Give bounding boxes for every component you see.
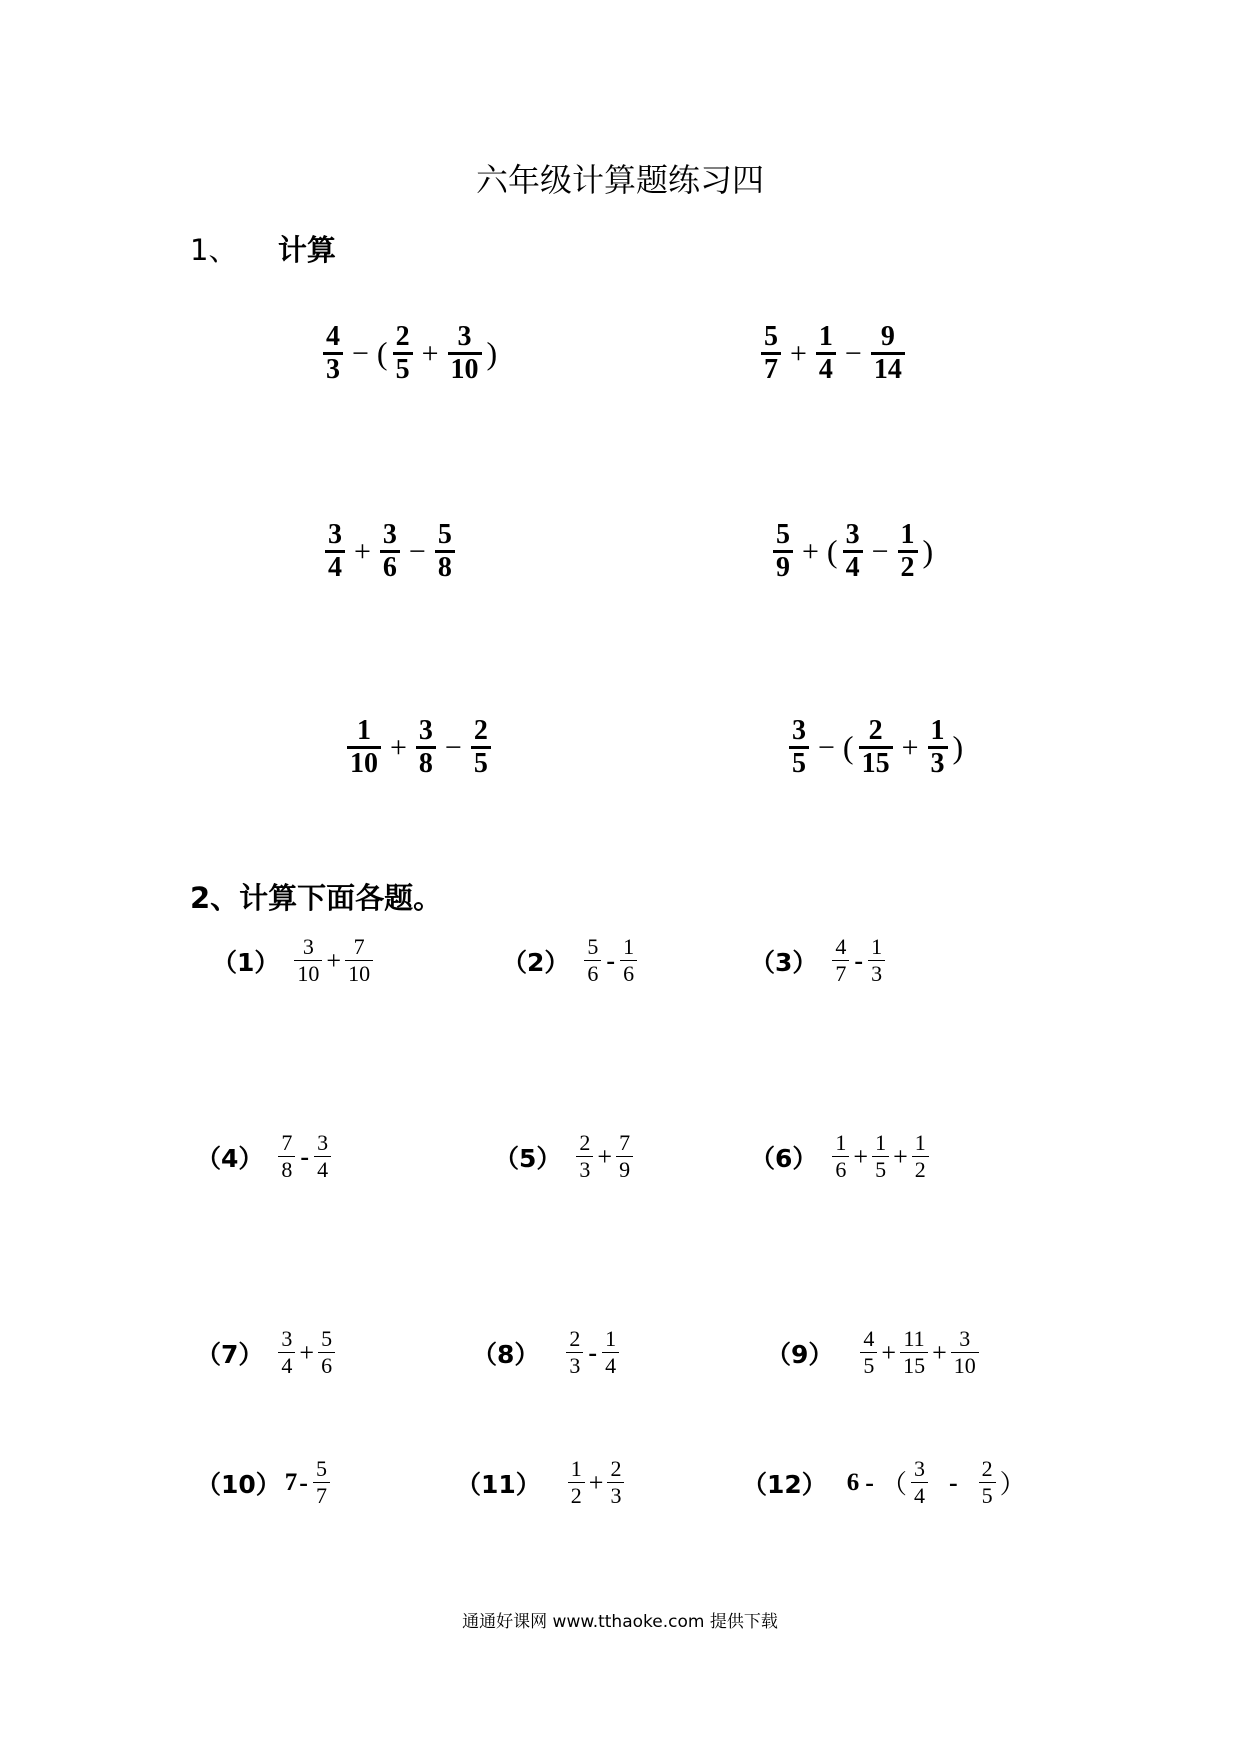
numerator: 5 [321,1326,333,1351]
numerator: 9 [880,321,895,352]
paren: ( [842,729,854,765]
fraction [912,1130,929,1183]
denominator: 3 [326,354,340,385]
denominator: 4 [328,552,342,583]
operator: - [300,1141,310,1171]
denominator: 3 [871,961,883,986]
fraction [616,1130,633,1183]
numerator: 1 [871,934,883,959]
fraction [576,1130,593,1183]
section-1-label: 计算 [277,233,336,267]
fraction [347,716,381,779]
fraction [278,1130,295,1183]
denominator: 4 [818,354,833,385]
numerator: 1 [357,715,371,746]
denominator: 6 [835,1157,847,1182]
denominator: 9 [776,552,790,583]
fraction [435,520,455,583]
denominator: 6 [382,552,397,583]
operator: + [881,1337,897,1367]
denominator: 7 [764,354,778,385]
fraction [323,322,343,385]
numerator: 7 [281,1130,293,1155]
operator: − [818,730,835,764]
fraction [568,1456,585,1509]
operator: + [299,1337,315,1367]
fraction [832,934,849,987]
numerator: 2 [610,1456,622,1481]
fraction [393,322,413,385]
whole-number: 6 [846,1468,860,1496]
numerator: 3 [317,1130,329,1155]
fraction [859,716,893,779]
numerator: 2 [579,1130,591,1155]
problem-2-11 [456,1456,627,1509]
denominator: 6 [587,961,599,986]
denominator: 8 [418,748,433,779]
numerator: 5 [776,519,790,550]
denominator: 5 [395,354,410,385]
fraction [584,934,601,987]
fraction [607,1456,624,1509]
problem-label: （8） [472,1339,540,1369]
numerator: 1 [570,1456,582,1481]
operator: - [948,1467,958,1497]
numerator: 2 [868,715,883,746]
problem-label: （12） [742,1469,827,1499]
fraction [979,1456,996,1509]
denominator: 10 [350,748,378,779]
problem-label: （5） [494,1143,562,1173]
fraction [278,1326,295,1379]
problem-2-10 [196,1456,333,1509]
problem-1-5 [344,716,494,779]
numerator: 1 [914,1130,926,1155]
problem-2-9 [766,1326,982,1379]
section-1-heading [190,232,336,268]
operator: + [326,945,342,975]
section-1-number: 1、 [190,233,238,267]
operator: − [444,730,462,764]
fraction [900,1326,928,1379]
numerator: 2 [981,1456,993,1481]
operator: + [802,534,819,568]
problem-2-4 [196,1130,334,1183]
fraction [602,1326,619,1379]
numerator: 5 [315,1456,327,1481]
operator: + [421,336,439,370]
denominator: 4 [605,1353,617,1378]
whole-number: 7 [284,1468,298,1496]
denominator: 7 [315,1483,327,1508]
problem-2-5 [494,1130,636,1183]
problem-2-3 [750,934,888,987]
numerator: 3 [281,1326,293,1351]
fraction [860,1326,877,1379]
denominator: 10 [450,354,479,385]
fraction [843,520,863,583]
problem-2-8 [472,1326,622,1379]
numerator: 7 [353,934,365,959]
problem-1-6 [786,716,965,779]
denominator: 8 [437,552,452,583]
fraction [951,1326,979,1379]
denominator: 4 [913,1483,925,1508]
fraction [318,1326,335,1379]
paren: ) [952,729,964,765]
denominator: 10 [953,1353,976,1378]
problem-label: （6） [750,1143,818,1173]
fraction [868,934,885,987]
numerator: 2 [473,715,488,746]
problem-1-2 [758,322,908,385]
problem-label: （11） [456,1469,541,1499]
problem-1-3 [322,520,458,583]
denominator: 10 [348,961,371,986]
numerator: 3 [328,519,342,550]
operator: + [901,730,919,764]
denominator: 9 [619,1157,631,1182]
paren: （ [880,1470,907,1499]
numerator: 3 [792,715,806,746]
operator: - [588,1337,598,1367]
paren: ) [486,335,498,371]
denominator: 5 [473,748,488,779]
numerator: 1 [818,321,833,352]
numerator: 5 [437,519,452,550]
denominator: 6 [321,1353,333,1378]
numerator: 5 [587,934,599,959]
operator: - [854,945,864,975]
paren: ） [999,1470,1026,1499]
numerator: 2 [395,321,410,352]
fraction [928,716,948,779]
operator: − [408,534,426,568]
operator: + [588,1467,604,1497]
operator: + [597,1141,613,1171]
operator: - [299,1467,308,1497]
operator: + [853,1141,869,1171]
denominator: 15 [861,748,890,779]
fraction [314,1130,331,1183]
problem-label: （2） [502,947,570,977]
operator: − [871,534,889,568]
numerator: 1 [875,1130,887,1155]
numerator: 1 [900,519,915,550]
operator: - [606,945,616,975]
fraction [294,934,322,987]
denominator: 2 [914,1157,926,1182]
fraction [380,520,400,583]
problem-label: （9） [766,1339,834,1369]
fraction [471,716,491,779]
operator: + [932,1337,947,1367]
problem-label: （7） [196,1339,264,1369]
denominator: 7 [835,961,847,986]
denominator: 15 [903,1353,926,1378]
fraction [620,934,637,987]
fraction [911,1456,928,1509]
problem-label: （10） [196,1469,281,1499]
denominator: 8 [281,1157,293,1182]
numerator: 11 [903,1326,925,1351]
paren: ) [922,533,934,569]
numerator: 1 [623,934,635,959]
fraction [872,1130,889,1183]
fraction [898,520,918,583]
operator: - [865,1467,874,1497]
numerator: 7 [619,1130,631,1155]
numerator: 3 [913,1456,925,1481]
fraction [871,322,905,385]
fraction [761,322,781,385]
problem-2-2 [502,934,640,987]
numerator: 1 [930,715,945,746]
operator: − [844,336,862,370]
numerator: 3 [302,934,314,959]
numerator: 4 [326,321,340,352]
operator: + [790,336,807,370]
footer-text: 通通好课网 www.tthaoke.com 提供下载 [462,1612,778,1632]
section-2-heading: 2、计算下面各题。 [190,881,443,915]
operator: − [352,336,369,370]
denominator: 6 [623,961,635,986]
numerator: 1 [835,1130,847,1155]
operator: + [354,534,371,568]
denominator: 3 [579,1157,591,1182]
numerator: 4 [835,934,847,959]
numerator: 3 [418,715,433,746]
paren: ( [376,335,388,371]
denominator: 5 [875,1157,887,1182]
problem-2-1 [212,934,376,987]
operator: + [390,730,407,764]
problem-label: （3） [750,947,818,977]
fraction [816,322,836,385]
fraction [566,1326,583,1379]
denominator: 5 [792,748,806,779]
numerator: 4 [863,1326,875,1351]
operator: + [893,1141,908,1171]
fraction [325,520,345,583]
fraction [416,716,436,779]
denominator: 5 [981,1483,993,1508]
fraction [448,322,482,385]
numerator: 3 [845,519,860,550]
fraction [789,716,809,779]
fraction [832,1130,849,1183]
denominator: 2 [570,1483,582,1508]
denominator: 3 [930,748,945,779]
denominator: 14 [873,354,902,385]
numerator: 3 [959,1326,971,1351]
fraction [313,1456,330,1509]
numerator: 5 [764,321,778,352]
paren: ( [826,533,838,569]
page-title: 六年级计算题练习四 [475,161,764,199]
denominator: 10 [297,961,320,986]
denominator: 4 [845,552,860,583]
numerator: 1 [605,1326,617,1351]
fraction [773,520,793,583]
problem-2-6 [750,1130,932,1183]
fraction [345,934,373,987]
numerator: 3 [457,321,472,352]
problem-1-1 [320,322,499,385]
problem-1-4 [770,520,935,583]
denominator: 4 [281,1353,293,1378]
denominator: 3 [610,1483,622,1508]
problem-2-12 [742,1456,1027,1509]
denominator: 3 [569,1353,581,1378]
denominator: 2 [900,552,915,583]
numerator: 2 [569,1326,581,1351]
denominator: 5 [863,1353,875,1378]
numerator: 3 [382,519,397,550]
problem-label: （1） [212,947,280,977]
problem-label: （4） [196,1143,264,1173]
denominator: 4 [317,1157,329,1182]
problem-2-7 [196,1326,338,1379]
